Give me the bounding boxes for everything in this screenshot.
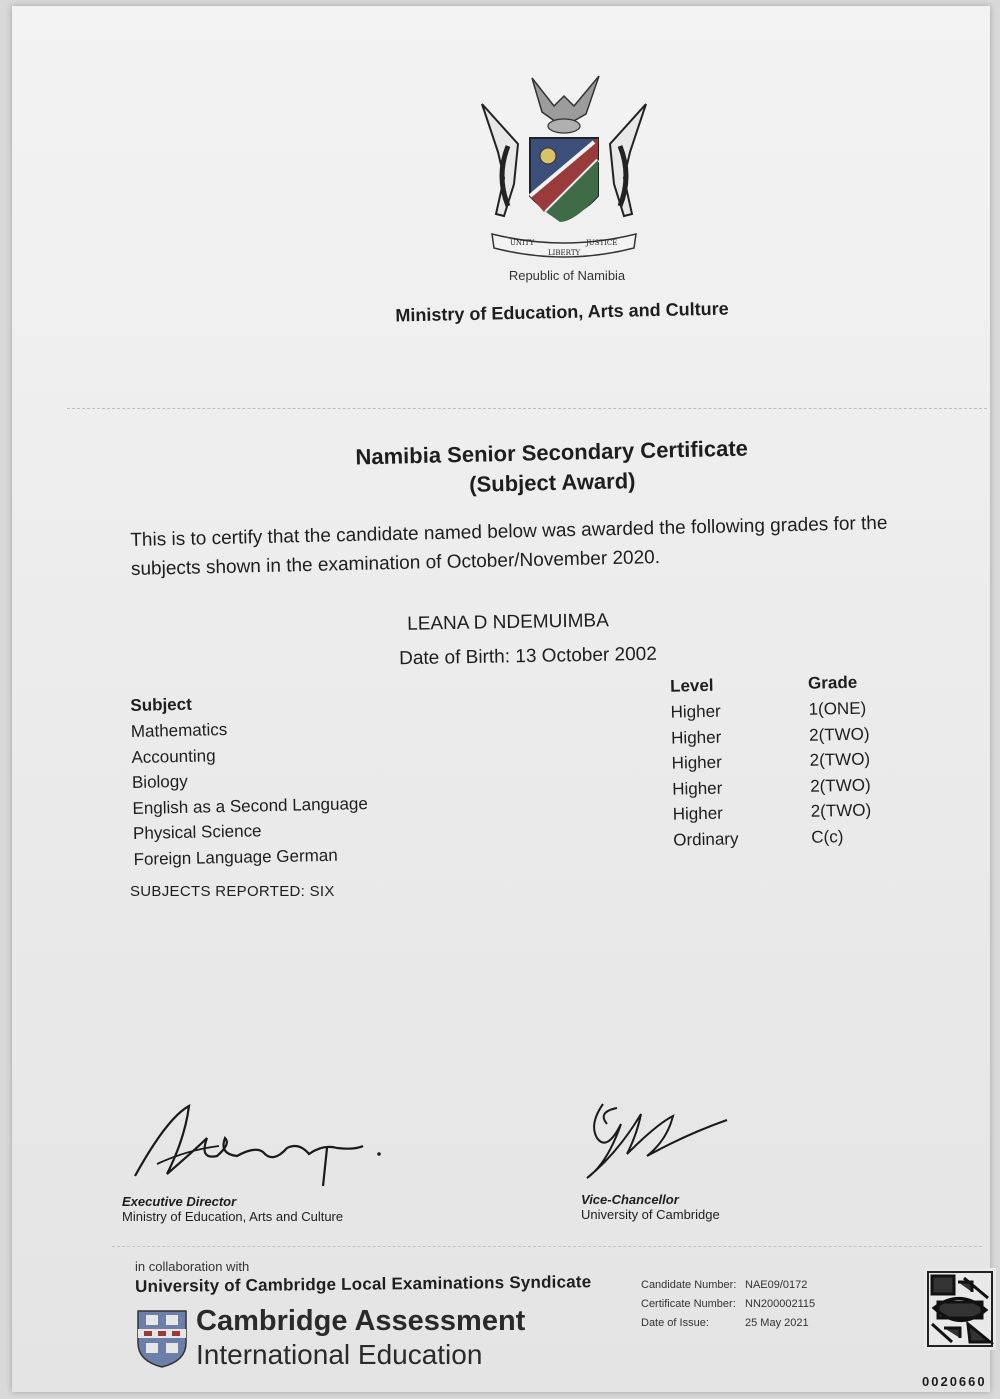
subjects-reported: SUBJECTS REPORTED: SIX [130, 883, 335, 900]
level-header: Level [669, 675, 714, 696]
certificate-number-line [641, 1295, 815, 1314]
vice-chancellor-signature [577, 1094, 737, 1189]
date-of-birth: Date of Birth: 13 October 2002 [398, 643, 658, 670]
date-of-issue-label: Date of Issue: [641, 1317, 709, 1329]
namibia-coat-of-arms-icon [474, 66, 654, 266]
grade-header: Grade [807, 672, 858, 693]
left-signatory [122, 1194, 343, 1224]
collaboration-label: in collaboration with [135, 1259, 250, 1274]
candidate-number-line [641, 1276, 815, 1295]
motto-liberty: LIBERTY [548, 249, 581, 257]
grade-cell: 2(TWO) [809, 749, 871, 770]
candidate-number-label: Candidate Number: [641, 1279, 737, 1291]
cambridge-wordmark [196, 1304, 525, 1372]
left-signatory-org: Ministry of Education, Arts and Culture [122, 1209, 344, 1224]
level-cell: Ordinary [673, 828, 739, 850]
subject-cell: English as a Second Language [132, 793, 369, 818]
candidate-name: LEANA D NDEMUIMBA [406, 610, 609, 635]
motto-unity: UNITY [510, 239, 535, 247]
divider [67, 408, 987, 409]
certificate-sheet [12, 6, 990, 1392]
security-code-icon [924, 1268, 996, 1350]
subject-header: Subject [130, 694, 192, 715]
right-signatory-org: University of Cambridge [581, 1207, 720, 1222]
certificate-number: NN200002115 [745, 1298, 816, 1310]
serial-number: 0020660 [922, 1374, 987, 1389]
level-cell: Higher [672, 803, 724, 824]
subject-cell: Physical Science [132, 821, 262, 843]
grade-cell: C(c) [811, 826, 844, 847]
level-cell: Higher [670, 727, 722, 748]
subject-cell: Biology [131, 771, 188, 792]
subject-cell: Foreign Language German [133, 845, 338, 869]
subject-cell: Accounting [131, 745, 216, 767]
level-cell: Higher [672, 778, 723, 799]
level-cell: Higher [670, 701, 721, 722]
level-cell: Higher [671, 752, 722, 773]
motto-justice: JUSTICE [586, 239, 618, 247]
right-signatory [581, 1192, 720, 1222]
certificate-details [641, 1276, 815, 1333]
candidate-number: NAE09/0172 [745, 1279, 808, 1291]
executive-director-signature [127, 1098, 387, 1193]
grade-cell: 2(TWO) [809, 775, 871, 796]
certificate-title [301, 432, 802, 503]
cambridge-shield-icon [136, 1309, 188, 1369]
certificate-title-line2: (Subject Award) [468, 468, 636, 497]
ministry-heading: Ministry of Education, Arts and Culture [395, 298, 729, 326]
date-of-issue-line [641, 1314, 815, 1333]
brand-line1: Cambridge Assessment [196, 1305, 526, 1337]
subject-cell: Mathematics [130, 719, 228, 741]
brand-line2: International Education [196, 1339, 483, 1370]
certification-statement: This is to certify that the candidate named below was awarded the following grades for the subjects shown in the examination of October/November 2020. [130, 512, 888, 580]
certificate-title-line1: Namibia Senior Secondary Certificate [355, 435, 749, 470]
left-signatory-title: Executive Director [122, 1194, 237, 1209]
date-of-issue: 25 May 2021 [745, 1317, 809, 1329]
grade-cell: 2(TWO) [808, 724, 870, 745]
republic-label: Republic of Namibia [508, 268, 626, 283]
results-table [130, 672, 894, 867]
syndicate-name: University of Cambridge Local Examinations Syndicate [135, 1272, 592, 1296]
grade-cell: 2(TWO) [810, 800, 872, 821]
grade-cell: 1(ONE) [808, 698, 867, 719]
divider [112, 1246, 982, 1247]
certificate-number-label: Certificate Number: [641, 1298, 736, 1310]
right-signatory-title: Vice-Chancellor [581, 1192, 679, 1207]
